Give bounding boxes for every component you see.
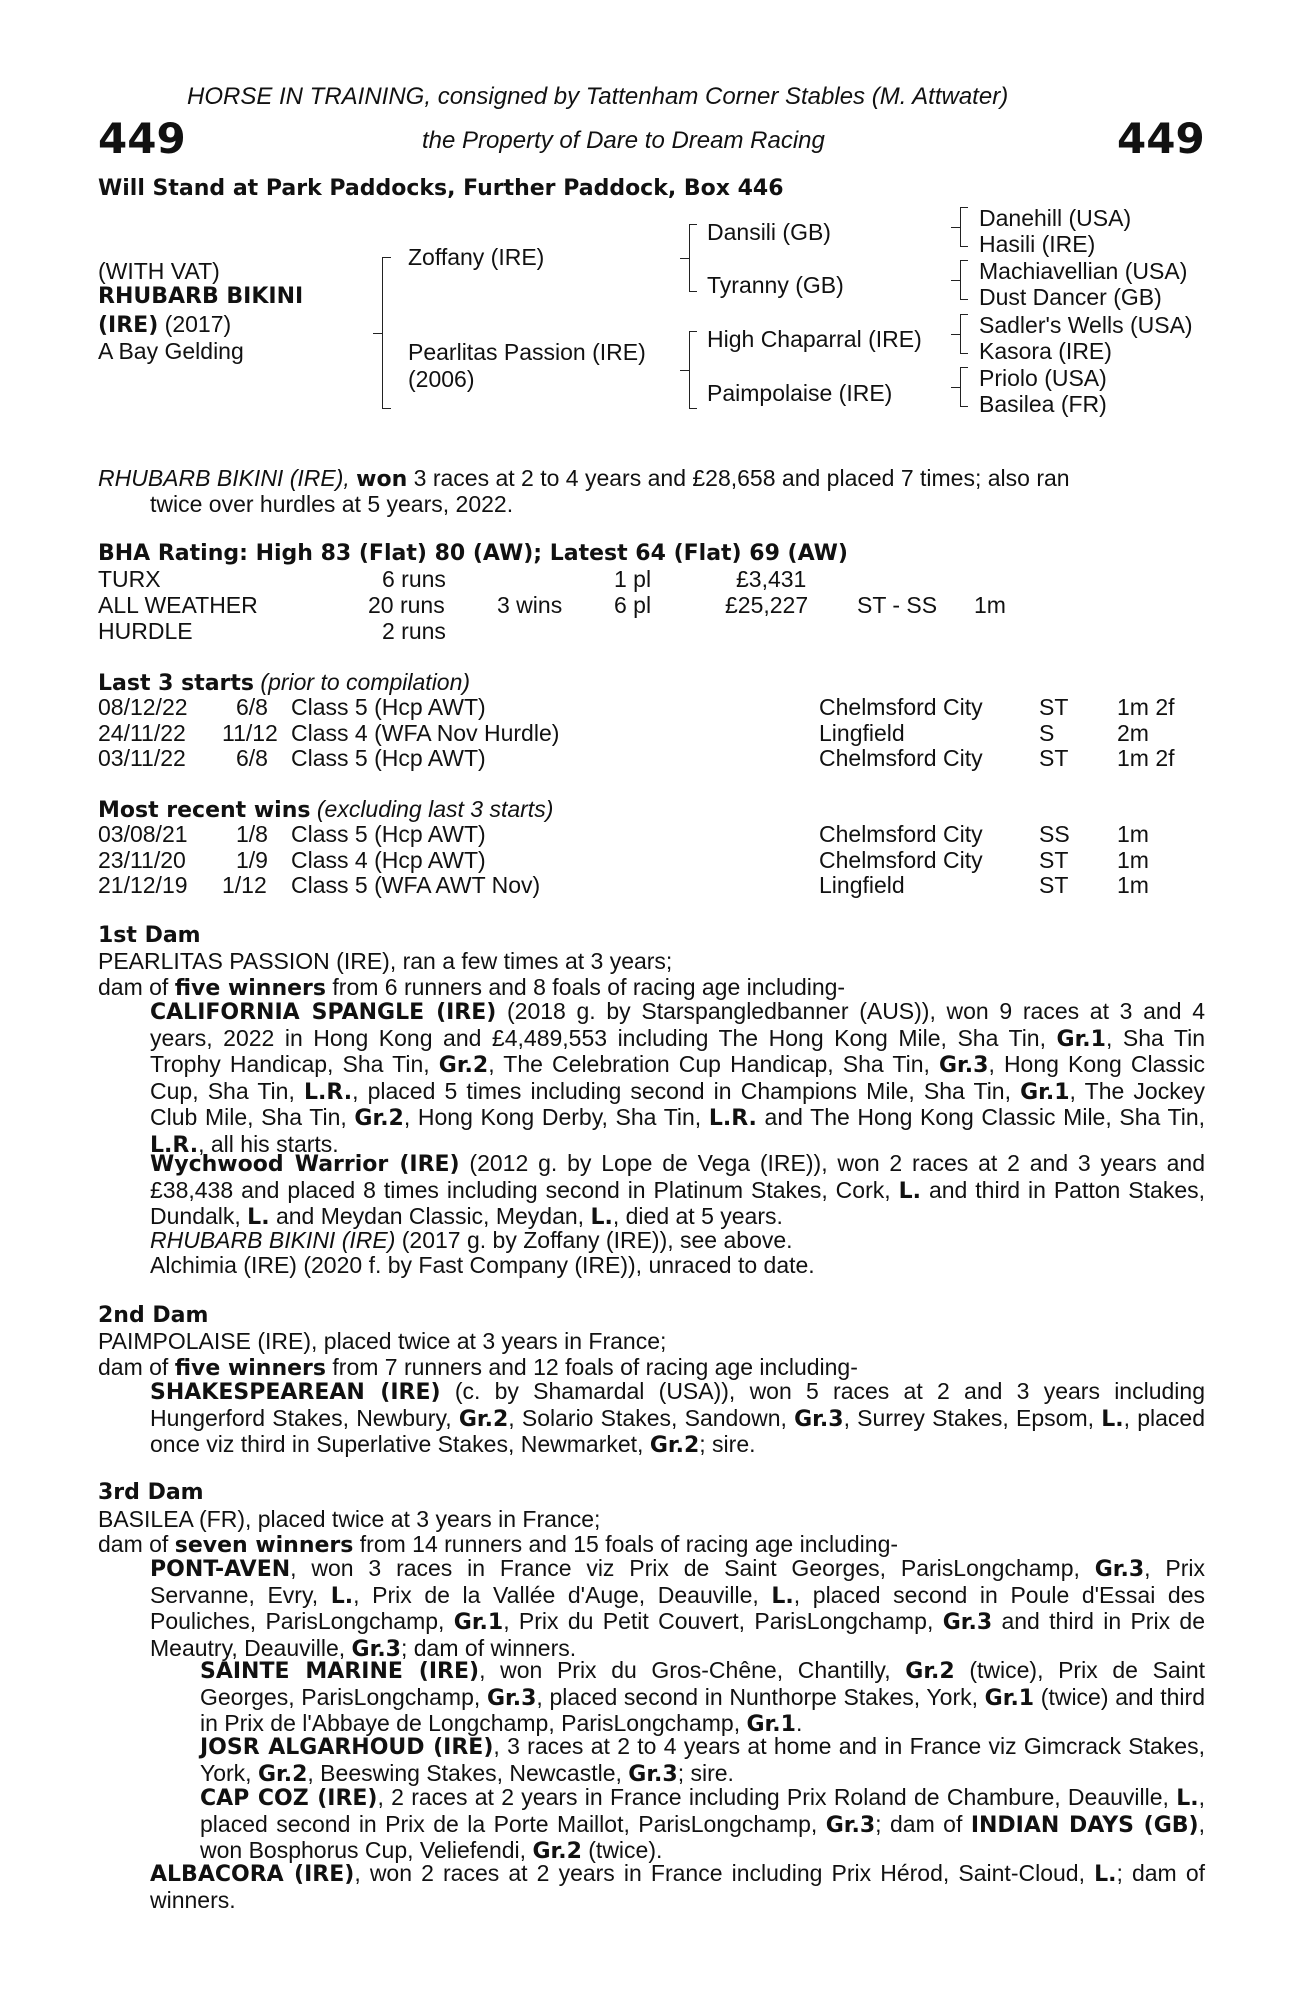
start-date: 24/11/22 — [98, 720, 186, 746]
progeny-text: , placed second in Poule d'Essai des Pouliches, ParisLongchamp, — [150, 1581, 1205, 1634]
grade-label: Gr.2 — [354, 1106, 404, 1131]
rating-distance: 1m — [974, 592, 1006, 618]
progeny-text: , won 2 races at 2 years in France including Prix Hérod, Saint-Cloud, — [354, 1860, 1095, 1886]
rating-runs: 20 runs — [368, 592, 445, 618]
pedigree-brace-g34 — [960, 260, 968, 300]
third-dam-post: from 14 runners and 15 foals of racing age including- — [359, 1531, 899, 1557]
pedigree-dam-dam: Paimpolaise (IRE) — [707, 380, 893, 406]
pedigree-ggs-1: Danehill (USA) — [979, 205, 1132, 231]
progeny-text: and third in Patton Stakes, Dundalk, — [150, 1176, 1205, 1229]
progeny-text: (twice). — [581, 1837, 663, 1863]
progeny-text: , Surrey Stakes, Epsom, — [843, 1404, 1102, 1431]
lot-number-right: 449 — [1117, 114, 1205, 163]
horse-year: (2017) — [164, 311, 232, 337]
progeny-name: SHAKESPEAREAN (IRE) — [150, 1380, 441, 1405]
win-date: 21/12/19 — [98, 872, 188, 898]
progeny-text: , won Bosphorus Cup, Veliefendi, — [200, 1810, 1206, 1863]
start-surface: ST — [1039, 694, 1069, 720]
first-dam-progeny-2 — [150, 1151, 1205, 1231]
pedigree-sire: Zoffany (IRE) — [408, 244, 545, 270]
pedigree-ggs-4: Dust Dancer (GB) — [979, 284, 1162, 310]
win-course: Chelmsford City — [819, 821, 983, 847]
second-dam-line1: PAIMPOLAISE (IRE), placed twice at 3 years in France; — [98, 1328, 667, 1354]
pedigree-brace-g12 — [960, 207, 968, 247]
win-surface: SS — [1039, 821, 1070, 847]
second-dam-post: from 7 runners and 12 foals of racing age including- — [332, 1354, 858, 1380]
grade-label: Gr.1 — [1056, 1026, 1106, 1052]
progeny-text: , 3 races at 2 to 4 years at home and in France viz Gimcrack Stakes, York, — [200, 1733, 1205, 1786]
pedigree-brace-main — [382, 257, 391, 409]
win-race: Class 5 (WFA AWT Nov) — [291, 872, 541, 898]
progeny-text: ; sire. — [677, 1759, 734, 1786]
start-surface: S — [1039, 720, 1055, 746]
progeny-text: , placed second in Prix de la Porte Maillot, ParisLongchamp, — [200, 1784, 1205, 1837]
grade-label: L. — [330, 1583, 354, 1609]
grade-label: Gr.2 — [257, 1761, 308, 1787]
grade-label: L. — [590, 1205, 613, 1230]
grade-label: L. — [247, 1205, 270, 1230]
progeny-text: and third in Prix de Meautry, Deauville, — [150, 1608, 1205, 1661]
start-position: 6/8 — [236, 745, 268, 771]
summary-horse-name: RHUBARB BIKINI (IRE), — [98, 465, 350, 491]
grade-label: L. — [1176, 1786, 1199, 1811]
first-dam-progeny-1 — [150, 999, 1205, 1158]
third-dam-progeny-1 — [150, 1556, 1205, 1662]
grade-label: L.R. — [708, 1106, 757, 1131]
progeny-text: , Hong Kong Classic Cup, Sha Tin, — [150, 1051, 1205, 1104]
progeny-text: ; dam of winners. — [150, 1860, 1206, 1913]
pedigree-brace-g56 — [960, 314, 968, 354]
progeny-name: CALIFORNIA SPANGLE (IRE) — [150, 1000, 497, 1025]
grade-label: Gr.3 — [939, 1053, 989, 1078]
third-dam-grandprogeny-1 — [200, 1658, 1205, 1738]
start-race: Class 4 (WFA Nov Hurdle) — [291, 720, 560, 746]
progeny-text: , placed 5 times including second in Champions Mile, Sha Tin, — [352, 1077, 1021, 1104]
progeny-text: ; dam of — [875, 1810, 971, 1837]
start-distance: 1m 2f — [1117, 694, 1175, 720]
third-dam-pre: dam of — [98, 1531, 169, 1557]
progeny-text: (2012 g. by Lope de Vega (IRE)), won 2 races at 2 and 3 years and £38,438 and placed 8 times including second in Platinum Stakes, Cork, — [150, 1150, 1205, 1203]
last-starts-title: Last 3 starts — [98, 671, 255, 696]
progeny-name: Wychwood Warrior (IRE) — [150, 1152, 460, 1177]
first-dam-post: from 6 runners and 8 foals of racing age including- — [332, 974, 846, 1000]
pedigree-ggs-6: Kasora (IRE) — [979, 338, 1112, 364]
rating-earnings: £3,431 — [736, 566, 807, 592]
recent-wins-note: (excluding last 3 starts) — [316, 796, 554, 822]
start-date: 03/11/22 — [98, 745, 186, 771]
second-dam-progeny-1 — [150, 1379, 1205, 1459]
pedigree-sire-sire: Dansili (GB) — [707, 219, 831, 245]
progeny-text: ; dam of winners. — [400, 1634, 577, 1661]
grade-label: Gr.3 — [486, 1685, 537, 1711]
grade-label: Gr.3 — [825, 1812, 876, 1838]
progeny-text: , Sha Tin Trophy Handicap, Sha Tin, — [150, 1024, 1206, 1077]
grade-label: L. — [898, 1178, 921, 1204]
grade-label: Gr.1 — [746, 1712, 796, 1737]
race-summary-line2: twice over hurdles at 5 years, 2022. — [150, 491, 514, 517]
summary-text: 3 races at 2 to 4 years and £28,658 and placed 7 times; also ran — [413, 465, 1070, 491]
win-distance: 1m — [1117, 847, 1149, 873]
third-dam-grandprogeny-2 — [200, 1734, 1205, 1787]
grade-label: Gr.3 — [628, 1761, 678, 1787]
grade-label: L.R. — [150, 1132, 199, 1158]
grade-label: Gr.3 — [1094, 1557, 1145, 1582]
third-dam-progeny-2 — [150, 1861, 1205, 1913]
grade-label: Gr.2 — [649, 1433, 700, 1458]
consignment-line: HORSE IN TRAINING, consigned by Tattenham Corner Stables (M. Attwater) — [187, 83, 1009, 110]
progeny-text: , Beeswing Stakes, Newcastle, — [307, 1759, 629, 1786]
recent-wins-heading — [98, 796, 553, 824]
first-dam-progeny-4: Alchimia (IRE) (2020 f. by Fast Company (IRE)), unraced to date. — [150, 1252, 815, 1278]
rating-surface: ST - SS — [857, 592, 938, 618]
rating-wins: 3 wins — [497, 592, 563, 618]
third-dam-heading: 3rd Dam — [98, 1480, 204, 1505]
grade-label: Gr.3 — [942, 1610, 993, 1635]
progeny-text: , The Celebration Cup Handicap, Sha Tin, — [488, 1051, 939, 1077]
second-dam-winners: five winners — [174, 1356, 327, 1381]
grade-label: L.R. — [303, 1079, 353, 1105]
progeny-text: , Prix Servanne, Evry, — [150, 1555, 1206, 1608]
progeny-name: JOSR ALGARHOUD (IRE) — [200, 1735, 494, 1760]
win-surface: ST — [1039, 872, 1069, 898]
progeny-text: . — [795, 1710, 803, 1736]
progeny-text: , won 3 races in France viz Prix de Saint Georges, ParisLongchamp, — [290, 1555, 1095, 1581]
third-dam-line1: BASILEA (FR), placed twice at 3 years in France; — [98, 1506, 601, 1532]
win-race: Class 4 (Hcp AWT) — [291, 847, 486, 873]
progeny-text: , The Jockey Club Mile, Sha Tin, — [150, 1077, 1205, 1130]
rating-placed: 6 pl — [614, 592, 652, 618]
pedigree-brace-g78 — [960, 367, 968, 407]
race-summary-line1 — [98, 465, 1070, 493]
progeny-text: (2017 g. by Zoffany (IRE)), see above. — [395, 1227, 793, 1253]
start-race: Class 5 (Hcp AWT) — [291, 745, 486, 771]
pedigree-ggs-7: Priolo (USA) — [979, 365, 1107, 391]
second-dam-heading: 2nd Dam — [98, 1303, 209, 1328]
lot-number-left: 449 — [98, 114, 186, 163]
grade-label: Gr.2 — [905, 1659, 955, 1684]
third-dam-winners: seven winners — [174, 1533, 354, 1558]
first-dam-pre: dam of — [98, 974, 169, 1000]
progeny-text: , all his starts. — [198, 1130, 339, 1157]
pedigree-brace-dam — [689, 331, 697, 409]
grade-label: Gr.2 — [532, 1839, 582, 1864]
start-distance: 2m — [1117, 720, 1149, 746]
vat-note: (WITH VAT) — [98, 258, 220, 284]
pedigree-dam: Pearlitas Passion (IRE) — [408, 339, 646, 365]
bha-rating-heading: BHA Rating: High 83 (Flat) 80 (AW); Latest 64 (Flat) 69 (AW) — [98, 541, 848, 566]
win-distance: 1m — [1117, 821, 1149, 847]
progeny-text: (2018 g. by Starspangledbanner (AUS)), won 9 races at 3 and 4 years, 2022 in Hong Kong and £4,489,553 including The Hong Kong Mile, Sha Tin, — [150, 998, 1205, 1051]
progeny-name: SAINTE MARINE (IRE) — [200, 1659, 480, 1684]
win-date: 23/11/20 — [98, 847, 186, 873]
progeny-text: , 2 races at 2 years in France including Prix Roland de Chambure, Deauville, — [377, 1784, 1177, 1810]
start-course: Chelmsford City — [819, 745, 983, 771]
grade-label: Gr.3 — [351, 1636, 401, 1662]
progeny-text: , Prix de la Vallée d'Auge, Deauville, — [353, 1581, 772, 1608]
first-dam-winners: five winners — [174, 976, 327, 1001]
pedigree-dam-year: (2006) — [408, 366, 475, 392]
progeny-name: RHUBARB BIKINI (IRE) — [150, 1227, 396, 1253]
third-dam-grandprogeny-3 — [200, 1785, 1205, 1865]
second-dam-pre: dam of — [98, 1354, 169, 1380]
horse-suffix-year — [98, 311, 231, 339]
progeny-text: and Meydan Classic, Meydan, — [269, 1203, 591, 1229]
progeny-name: ALBACORA (IRE) — [150, 1862, 355, 1887]
pedigree-ggs-3: Machiavellian (USA) — [979, 258, 1188, 284]
win-position: 1/9 — [236, 847, 268, 873]
rating-label: ALL WEATHER — [98, 592, 258, 618]
start-distance: 1m 2f — [1117, 745, 1175, 771]
pedigree-sire-dam: Tyranny (GB) — [707, 272, 844, 298]
progeny-text: and The Hong Kong Classic Mile, Sha Tin, — [756, 1104, 1206, 1130]
win-course: Lingfield — [819, 872, 905, 898]
win-distance: 1m — [1117, 872, 1149, 898]
rating-label: TURX — [98, 566, 161, 592]
progeny-text: (c. by Shamardal (USA)), won 5 races at 2 and 3 years including Hungerford Stakes, Newbury, — [150, 1378, 1205, 1431]
progeny-name: INDIAN DAYS (GB) — [970, 1812, 1199, 1838]
start-date: 08/12/22 — [98, 694, 188, 720]
progeny-text: , won Prix du Gros-Chêne, Chantilly, — [479, 1657, 906, 1683]
rating-placed: 1 pl — [614, 566, 652, 592]
first-dam-line1: PEARLITAS PASSION (IRE), ran a few times at 3 years; — [98, 948, 673, 974]
progeny-text: (twice), Prix de Saint Georges, ParisLongchamp, — [200, 1657, 1205, 1710]
progeny-text: , died at 5 years. — [612, 1203, 783, 1229]
rating-earnings: £25,227 — [725, 592, 809, 618]
first-dam-heading: 1st Dam — [98, 923, 201, 948]
last-starts-note: (prior to compilation) — [260, 669, 471, 695]
grade-label: Gr.2 — [438, 1053, 489, 1078]
pedigree-brace-sire — [689, 224, 697, 292]
progeny-text: , placed second in Nunthorpe Stakes, York, — [536, 1683, 985, 1710]
progeny-name: CAP COZ (IRE) — [200, 1786, 378, 1811]
progeny-text: , placed once viz third in Superlative Stakes, Newmarket, — [150, 1404, 1205, 1457]
rating-runs: 6 runs — [382, 566, 446, 592]
progeny-text: , Solario Stakes, Sandown, — [508, 1404, 795, 1431]
start-course: Lingfield — [819, 720, 905, 746]
progeny-text: , Prix du Petit Couvert, ParisLongchamp, — [503, 1608, 943, 1634]
grade-label: L. — [1094, 1862, 1117, 1887]
grade-label: Gr.1 — [984, 1685, 1035, 1711]
win-surface: ST — [1039, 847, 1069, 873]
progeny-name: PONT-AVEN — [150, 1557, 291, 1582]
progeny-text: , Hong Kong Derby, Sha Tin, — [403, 1104, 709, 1130]
win-position: 1/12 — [222, 872, 267, 898]
progeny-text: ; sire. — [699, 1431, 756, 1457]
start-course: Chelmsford City — [819, 694, 983, 720]
win-race: Class 5 (Hcp AWT) — [291, 821, 486, 847]
grade-label: L. — [771, 1583, 794, 1609]
recent-wins-title: Most recent wins — [98, 798, 311, 823]
horse-country: (IRE) — [98, 313, 159, 338]
win-position: 1/8 — [236, 821, 268, 847]
property-line: the Property of Dare to Dream Racing — [422, 127, 825, 154]
location-line: Will Stand at Park Paddocks, Further Paddock, Box 446 — [98, 176, 784, 201]
first-dam-progeny-3 — [150, 1227, 793, 1253]
start-position: 11/12 — [222, 720, 278, 746]
pedigree-ggs-8: Basilea (FR) — [979, 391, 1107, 417]
pedigree-dam-sire: High Chaparral (IRE) — [707, 326, 922, 352]
win-date: 03/08/21 — [98, 821, 188, 847]
horse-name: RHUBARB BIKINI — [98, 284, 304, 309]
pedigree-ggs-2: Hasili (IRE) — [979, 231, 1096, 257]
horse-description: A Bay Gelding — [98, 338, 244, 364]
start-position: 6/8 — [236, 694, 268, 720]
win-course: Chelmsford City — [819, 847, 983, 873]
grade-label: Gr.1 — [453, 1610, 504, 1635]
grade-label: Gr.3 — [794, 1406, 844, 1432]
start-race: Class 5 (Hcp AWT) — [291, 694, 486, 720]
rating-runs: 2 runs — [382, 618, 446, 644]
start-surface: ST — [1039, 745, 1069, 771]
grade-label: L. — [1101, 1406, 1124, 1432]
grade-label: Gr.1 — [1020, 1079, 1070, 1105]
summary-won: won — [356, 467, 408, 492]
grade-label: Gr.2 — [458, 1406, 509, 1432]
progeny-text: (twice) and third in Prix de l'Abbaye de Longchamp, ParisLongchamp, — [200, 1683, 1205, 1736]
rating-label: HURDLE — [98, 618, 193, 644]
last-starts-heading — [98, 669, 470, 697]
pedigree-ggs-5: Sadler's Wells (USA) — [979, 312, 1193, 338]
